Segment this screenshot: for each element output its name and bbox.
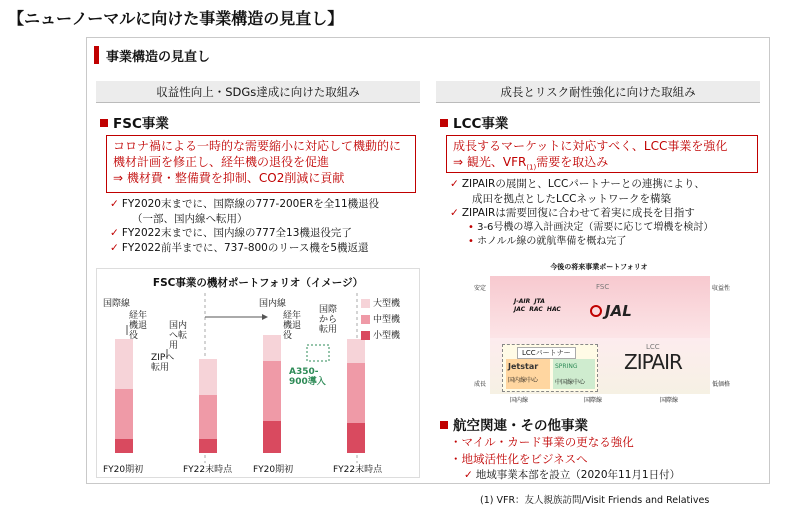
legend-swatch <box>361 331 370 340</box>
section-accent-bar <box>94 46 99 64</box>
y-axis-bottom: 成長 <box>474 381 487 388</box>
fsc-portfolio-graphic <box>97 269 419 477</box>
bar-dom-fy22-large <box>347 339 365 363</box>
bar-intl-fy22-small <box>199 439 217 453</box>
x-label: FY22末時点 <box>183 465 233 475</box>
tsurumaru-icon <box>590 305 602 317</box>
lcc-summary-box <box>446 135 758 173</box>
ann-retire-dom: 経年機退役 <box>283 311 302 341</box>
footnote: (1) VFR：友人親族訪問/Visit Friends and Relatives <box>480 495 710 506</box>
check-icon: ✓ <box>110 227 119 239</box>
check-icon: ✓ <box>450 207 459 219</box>
list-item: ✓ FY2022前半までに、737-800のリース機を5機返還 <box>110 241 369 254</box>
y-axis-right-bottom: 低価格 <box>712 381 731 388</box>
spring-logo: SPRING <box>555 363 578 370</box>
lcc-zone-label: LCC <box>646 343 660 351</box>
zipair-logo: ZIPAIR <box>624 350 682 374</box>
y-axis-right-top: 収益性 <box>712 285 731 292</box>
spring-tile <box>553 359 595 389</box>
left-column-header: 収益性向上・SDGs達成に向けた取組み <box>96 81 420 103</box>
list-item: ✓ FY2022末までに、国内線の777全13機退役完了 <box>110 227 352 239</box>
ann-to-dom: 国内へ転用 <box>169 321 188 351</box>
legend-small: 小型機 <box>373 331 401 341</box>
fsc-box-line-3: ⇒ 機材費・整備費を抑制、CO2削減に貢献 <box>113 171 345 185</box>
list-item: ・地域活性化をビジネスへ <box>450 452 588 466</box>
x-label: FY22末時点 <box>333 465 383 475</box>
spring-sub: 中国線中心 <box>555 379 586 386</box>
fsc-subtitle: FSC事業 <box>100 112 169 132</box>
list-item: ✓ ZIPAIRの展開と、LCCパートナーとの連携により、 <box>450 178 705 190</box>
x-axis-left: 国内線 <box>510 397 529 404</box>
list-item: 成田を拠点としたLCCネットワークを構築 <box>472 192 672 205</box>
ann-a350: A350-900導入 <box>289 367 326 387</box>
bar-dom-fy20-small <box>263 421 281 453</box>
fsc-bullet-list <box>110 197 379 255</box>
lcc-box-line-1: 成長するマーケットに対応すべく、LCC事業を強化 <box>453 139 728 153</box>
bar-intl-fy20-medium <box>115 389 133 439</box>
list-item: ✓ 地域事業本部を設立（2020年11月1日付） <box>464 469 681 481</box>
section-title: 事業構造の見直し <box>106 50 211 65</box>
lcc-bullet-list <box>450 177 713 249</box>
bar-intl-fy22-medium <box>199 395 217 439</box>
bar-dom-fy20-large <box>263 335 281 361</box>
check-icon: ✓ <box>464 469 473 481</box>
page-title: 【ニューノーマルに向けた事業構造の見直し】 <box>8 9 344 28</box>
legend-large: 大型機 <box>373 299 401 309</box>
check-icon: ✓ <box>450 178 459 190</box>
fsc-summary-box <box>106 135 416 193</box>
lcc-box-line-2: ⇒ 観光、$VFR_{(1)}$需要を取込み <box>453 155 609 172</box>
jal-group-brands: J-AIR JTA JAC RAC HAC <box>514 298 561 313</box>
bar-intl-fy20-large <box>115 339 133 389</box>
list-item: ✓ FY2020末までに、国際線の777-200ERを全11機退役 <box>110 198 380 210</box>
bar-dom-fy22-small <box>347 423 365 453</box>
x-axis-mid: 国際線 <box>584 397 603 404</box>
check-icon: ✓ <box>110 241 119 254</box>
fsc-zone-label: FSC <box>596 283 610 291</box>
x-label: FY20期初 <box>103 465 144 475</box>
legend-medium: 中型機 <box>373 315 401 325</box>
bar-intl-fy22-large <box>199 359 217 395</box>
ann-retire: 経年機退役 <box>129 311 148 341</box>
list-item: ・マイル・カード事業の更なる強化 <box>450 435 634 449</box>
list-item: • ホノルル線の就航準備を概ね完了 <box>468 235 627 247</box>
bar-dom-fy20-medium <box>263 361 281 421</box>
ann-from-intl: 国際から転用 <box>319 305 338 335</box>
lcc-partner-label: LCCパートナー <box>517 347 576 359</box>
future-portfolio-diagram <box>474 262 731 408</box>
list-item: • 3-6号機の導入計画決定（需要に応じて増機を検討） <box>468 221 714 233</box>
lcc-partner-box <box>502 344 598 392</box>
x-label: FY20期初 <box>253 465 294 475</box>
fsc-box-line-1: コロナ禍による一時的な需要縮小に対応して機動的に <box>113 139 402 153</box>
y-axis-top: 安定 <box>474 285 487 292</box>
other-bullet-list <box>450 434 680 483</box>
jal-logo: JAL <box>590 302 632 320</box>
chart-title: FSC事業の機材ポートフォリオ（イメージ） <box>152 277 364 289</box>
jetstar-tile <box>506 359 550 389</box>
ann-zip: ZIPへ転用 <box>151 353 175 373</box>
intl-label: 国際線 <box>103 299 131 309</box>
jetstar-sub: 国内線中心 <box>508 377 539 384</box>
x-axis-right: 国際線 <box>660 397 679 404</box>
jetstar-logo: Jetstar <box>508 362 539 371</box>
fsc-portfolio-chart <box>96 268 420 478</box>
list-item: （一部、国内線へ転用） <box>132 212 248 225</box>
check-icon: ✓ <box>110 198 119 210</box>
other-business-title: 航空関連・その他事業 <box>440 414 588 434</box>
right-column-header: 成長とリスク耐性強化に向けた取組み <box>436 81 760 103</box>
diagram-title: 今後の将来事業ポートフォリオ <box>550 263 648 271</box>
legend-swatch <box>361 315 370 324</box>
legend-swatch <box>361 299 370 308</box>
bar-intl-fy20-small <box>115 439 133 453</box>
lcc-subtitle: LCC事業 <box>440 112 508 132</box>
list-item: ✓ ZIPAIRは需要回復に合わせて着実に成長を目指す <box>450 207 695 219</box>
dom-label: 国内線 <box>259 299 287 309</box>
fsc-box-line-2: 機材計画を修正し、経年機の退役を促進 <box>113 155 330 169</box>
bar-dom-fy22-medium <box>347 363 365 423</box>
a350-box <box>307 345 329 361</box>
